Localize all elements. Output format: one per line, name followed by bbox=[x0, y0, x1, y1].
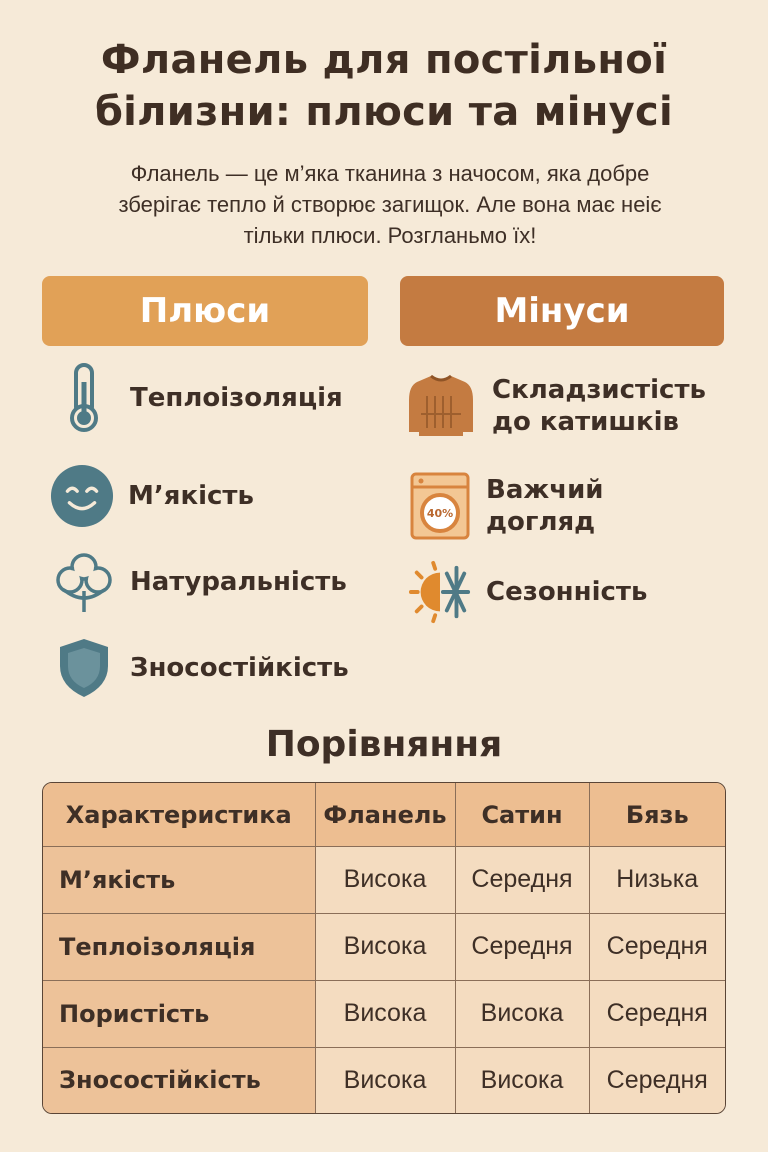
intro-line-2: зберігає тепло й створює загищок. Але вона має неіє bbox=[118, 192, 662, 217]
table-cell: Середня bbox=[455, 913, 589, 980]
sweater-icon bbox=[404, 370, 478, 442]
cons-item-care bbox=[408, 470, 604, 542]
column-header: Сатин bbox=[455, 783, 589, 847]
pros-header: Плюси bbox=[42, 276, 368, 346]
intro-line-1: Фланель — це м’яка тканина з начосом, яка добре bbox=[130, 161, 650, 186]
pros-item-natural bbox=[52, 546, 347, 618]
table-cell: Висока bbox=[455, 1047, 589, 1113]
table-cell: Середня bbox=[455, 847, 589, 914]
cons-item-label-line-1: Важчий bbox=[486, 475, 604, 505]
table-cell: Висока bbox=[315, 980, 455, 1047]
page-title bbox=[0, 34, 768, 138]
table-cell: Середня bbox=[589, 1047, 725, 1113]
table-cell: Низька bbox=[589, 847, 725, 914]
column-header: Бязь bbox=[589, 783, 725, 847]
thermometer-icon bbox=[52, 362, 116, 434]
cotton-icon bbox=[52, 546, 116, 618]
row-label: Зносостійкість bbox=[43, 1047, 315, 1113]
washing-machine-icon bbox=[408, 470, 472, 542]
comparison-table bbox=[42, 782, 726, 1114]
pros-item-label: М’якість bbox=[128, 481, 254, 511]
table-cell: Висока bbox=[315, 913, 455, 980]
pros-item-label: Теплоізоляція bbox=[130, 383, 343, 413]
temperature-badge: 40% bbox=[426, 507, 454, 520]
cons-item-label-line-1: Складзистість bbox=[492, 375, 706, 405]
pros-item-durability bbox=[52, 632, 349, 704]
table-cell: Середня bbox=[589, 913, 725, 980]
cons-item-pilling bbox=[404, 370, 706, 442]
pros-item-label: Зносостійкість bbox=[130, 653, 349, 683]
cons-item-label-line-1: Сезонність bbox=[486, 577, 648, 607]
cons-item-label bbox=[486, 576, 647, 608]
sun-snowflake-icon bbox=[408, 556, 472, 628]
table-cell: Висока bbox=[315, 1047, 455, 1113]
table-row bbox=[43, 980, 725, 1047]
column-header: Фланель bbox=[315, 783, 455, 847]
pros-item-label: Натуральність bbox=[130, 567, 347, 597]
row-label: Пористість bbox=[43, 980, 315, 1047]
column-header: Характеристика bbox=[43, 783, 315, 847]
table-cell: Висока bbox=[455, 980, 589, 1047]
pros-item-softness bbox=[50, 460, 254, 532]
intro-line-3: тільки плюси. Розгланьмо їх! bbox=[243, 223, 537, 248]
cons-item-seasonal bbox=[408, 556, 647, 628]
row-label: Теплоізоляція bbox=[43, 913, 315, 980]
cons-item-label-line-2: до катишків bbox=[492, 407, 680, 437]
cons-header: Мінуси bbox=[400, 276, 724, 346]
cons-item-label bbox=[492, 374, 706, 438]
cons-item-label-line-2: догляд bbox=[486, 507, 596, 537]
shield-icon bbox=[52, 632, 116, 704]
title-line-1: Фланель для постільної bbox=[100, 37, 668, 83]
pros-item-thermal bbox=[52, 362, 343, 434]
comparison-title: Порівняння bbox=[265, 724, 503, 765]
table-cell: Висока bbox=[315, 847, 455, 914]
table-header-row bbox=[43, 783, 725, 847]
title-line-2: білизни: плюси та мінусі bbox=[94, 89, 674, 135]
cons-item-label bbox=[486, 474, 604, 538]
row-label: М’якість bbox=[43, 847, 315, 914]
table-row bbox=[43, 913, 725, 980]
table-row bbox=[43, 1047, 725, 1113]
table-cell: Середня bbox=[589, 980, 725, 1047]
smile-icon bbox=[50, 460, 114, 532]
table-row bbox=[43, 847, 725, 914]
intro-text bbox=[80, 158, 700, 251]
